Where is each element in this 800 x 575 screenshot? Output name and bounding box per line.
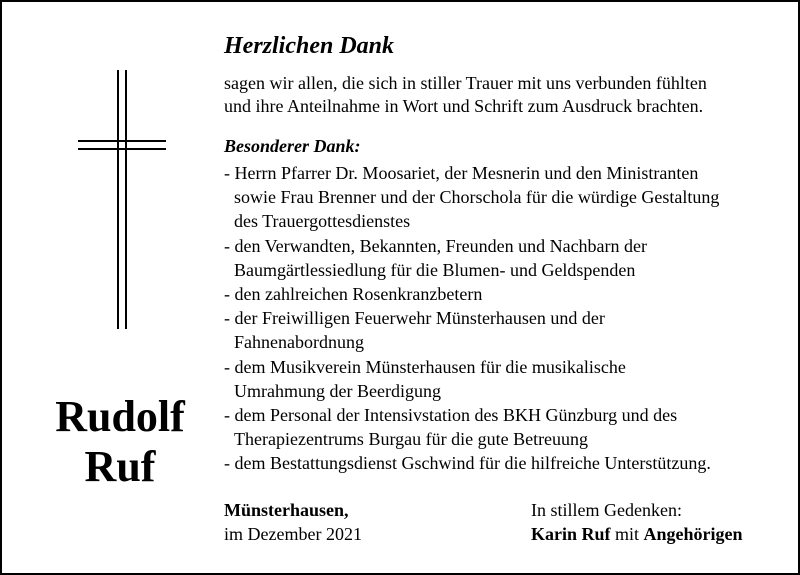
thanks-item-line: - den Verwandten, Bekannten, Freunden und Nachbarn der (224, 235, 648, 256)
thanks-item-line: - dem Bestattungsdienst Gschwind für die hilfreiche Unterstützung. (224, 453, 711, 474)
signature-block (531, 498, 743, 546)
thanks-item-line: Therapiezentrums Burgau für die gute Betreuung (234, 429, 589, 450)
signature-names (531, 522, 743, 546)
thanks-item (224, 451, 784, 475)
thanks-item-line: - dem Musikverein Münsterhausen für die musikalische (224, 356, 626, 377)
thanks-item (224, 282, 784, 306)
intro-line: sagen wir allen, die sich in stiller Trauer mit uns verbunden fühlten (224, 73, 707, 93)
thanks-item-line: - den zahlreichen Rosenkranzbetern (224, 284, 483, 305)
thanks-item-line: - dem Personal der Intensivstation des BKH Günzburg und des (224, 405, 678, 426)
thanks-item (224, 355, 784, 403)
place-date (224, 498, 362, 546)
place-town: Münsterhausen, (224, 500, 349, 520)
signature-line: In stillem Gedenken: (531, 500, 682, 520)
place-date-text: im Dezember 2021 (224, 524, 362, 544)
thanks-item (224, 234, 784, 282)
special-thanks-heading: Besonderer Dank: (224, 136, 361, 156)
signature-name-2: Angehörigen (643, 524, 743, 544)
thanks-item (224, 161, 784, 234)
thanks-item-line: des Trauergottesdienstes (234, 211, 411, 232)
notice-title: Herzlichen Dank (224, 33, 395, 59)
thanks-item (224, 403, 784, 451)
signature-name-1: Karin Ruf (531, 524, 611, 544)
thanks-item-line: sowie Frau Brenner und der Chorschola für die würdige Gestaltung (234, 187, 720, 208)
thanks-list (224, 161, 784, 476)
thanks-item-line: - Herrn Pfarrer Dr. Moosariet, der Mesnerin und den Ministranten (224, 163, 699, 183)
thanks-item-line: - der Freiwilligen Feuerwehr Münsterhausen und der (224, 308, 605, 329)
intro-text (224, 72, 784, 118)
thanks-item-line: Umrahmung der Beerdigung (234, 380, 441, 401)
first-name: Rudolf (55, 392, 185, 441)
signature-with: mit (615, 524, 640, 544)
last-name: Ruf (84, 442, 156, 491)
deceased-name (40, 392, 200, 492)
thanks-item-line: Baumgärtlessiedlung für die Blumen- und Geldspenden (234, 259, 636, 280)
thanks-item (224, 306, 784, 354)
thanks-item-line: Fahnenabordnung (234, 332, 364, 353)
intro-line: und ihre Anteilnahme in Wort und Schrift zum Ausdruck brachten. (224, 96, 704, 116)
